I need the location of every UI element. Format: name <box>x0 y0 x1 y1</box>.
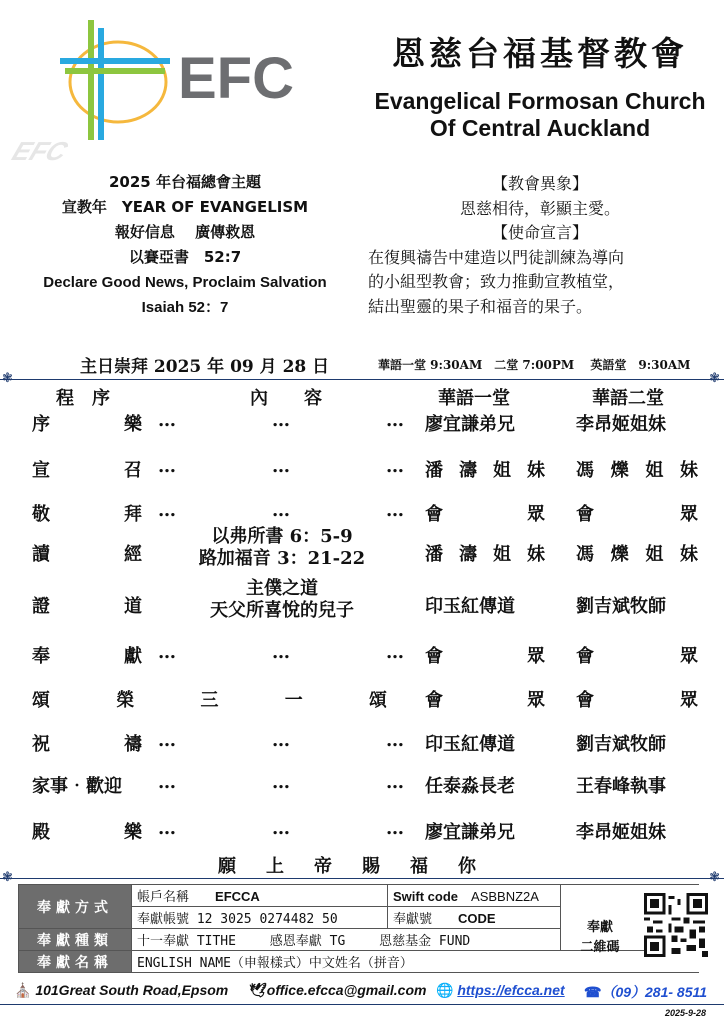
offering-name-label: 奉獻名稱 <box>19 951 132 973</box>
service-row <box>0 526 724 580</box>
service-item-name: 頌 榮 三 一 頌 <box>32 690 387 711</box>
offering-type-label: 奉獻種類 <box>19 929 132 951</box>
theme-line: 2025 年台福總會主題 <box>109 173 261 191</box>
vision-heading: 【教會異象】 <box>491 174 588 193</box>
theme-line: 以賽亞書 52:7 <box>128 248 242 266</box>
efc-logo <box>5 20 294 170</box>
second-service-person: 馮 爍 姐 妹 <box>576 544 698 565</box>
offering-method-label: 奉獻方式 <box>19 885 132 929</box>
header-program: 程 序 <box>56 388 110 409</box>
leader-dots: … … … <box>158 500 406 521</box>
leader-dots: … … … <box>158 456 406 477</box>
annual-theme <box>20 170 350 320</box>
service-row <box>0 686 724 726</box>
qr-label: 奉獻 二維碼 <box>580 920 620 955</box>
service-times: 華語一堂 9:30AM 二堂 7:00PM 英語堂 9:30AM <box>378 358 691 372</box>
second-service-person: 劉吉斌牧師 <box>576 734 666 755</box>
theme-line: Isaiah 52：7 <box>141 299 229 316</box>
second-service-person: 王春峰執事 <box>576 776 666 797</box>
offering-types: 十一奉獻 TITHE 感恩奉獻 TG 恩慈基金 FUND <box>132 929 561 951</box>
offering-name-format: ENGLISH NAME（申報樣式）中文姓名（拼音） <box>132 951 700 973</box>
header-second-service: 華語二堂 <box>592 388 664 409</box>
first-service-person: 廖宜謙弟兄 <box>425 822 515 843</box>
second-service-person: 馮 爍 姐 妹 <box>576 460 698 481</box>
service-item-content: 主僕之道 天父所喜悅的兒子 <box>210 578 354 621</box>
first-service-person: 會 眾 <box>425 646 545 667</box>
mission-text: 的小組型教會；致力推動宣教植堂， <box>368 272 625 291</box>
snowflake-icon: ❃ <box>2 870 13 885</box>
leader-dots: … … … <box>158 818 406 839</box>
phone[interactable]: ☎（09）281- 8511 <box>584 984 708 1000</box>
dove-icon: 🕊 <box>249 982 267 998</box>
second-service-person: 李昂姬姐妹 <box>576 414 666 435</box>
mission-text: 結出聖靈的果子和福音的果子。 <box>368 296 593 316</box>
snowflake-icon: ❃ <box>2 371 13 386</box>
reference-cell: 奉獻號 CODE <box>388 907 561 929</box>
header-first-service: 華語一堂 <box>438 388 510 409</box>
header-content: 內 容 <box>250 388 322 409</box>
service-item-name: 家事‧歡迎 <box>32 776 122 797</box>
theme-line: Declare Good News, Proclaim Salvation <box>43 274 327 291</box>
theme-line: 報好信息 廣傳救恩 <box>114 223 256 241</box>
first-service-person: 會 眾 <box>425 690 545 711</box>
service-item-name: 宣 召 <box>32 460 142 481</box>
first-service-person: 印玉紅傳道 <box>425 596 515 617</box>
leader-dots: … … … <box>158 410 406 431</box>
service-date: 主日崇拜 2025 年 09 月 28 日 <box>80 357 330 377</box>
first-service-person: 潘 濤 姐 妹 <box>425 460 545 481</box>
svg-text:EFC: EFC <box>5 136 75 166</box>
service-item-name: 奉 獻 <box>32 646 142 667</box>
mission-heading: 【使命宣言】 <box>491 223 588 242</box>
divider <box>0 379 724 380</box>
second-service-person: 李昂姬姐妹 <box>576 822 666 843</box>
church-name-en-line2: Of Central Auckland <box>429 115 651 141</box>
service-item-name: 敬 拜 <box>32 504 142 525</box>
qr-code-icon[interactable] <box>644 893 708 957</box>
leader-dots: … … … <box>158 642 406 663</box>
theme-line: 宣教年 YEAR OF EVANGELISM <box>61 198 309 216</box>
snowflake-icon: ❃ <box>709 371 720 386</box>
leader-dots: … … … <box>158 772 406 793</box>
church-name-en-line1: Evangelical Formosan Church <box>374 88 706 114</box>
globe-icon: 🌐 <box>436 982 454 998</box>
service-item-name: 祝 禱 <box>32 734 142 755</box>
mission-text: 在復興禱告中建造以門徒訓練為導向 <box>368 247 625 267</box>
account-number: 奉獻帳號 12 3025 0274482 50 <box>132 907 388 929</box>
vision-mission <box>360 172 720 319</box>
service-item-content: 以弗所書 6：5-9 路加福音 3：21-22 <box>198 526 366 569</box>
service-row <box>0 410 724 450</box>
divider <box>0 1004 724 1005</box>
email[interactable]: 🕊office.efcca@gmail.com <box>249 982 427 998</box>
first-service-person: 會 眾 <box>425 504 545 525</box>
swift-cell: Swift code ASBBNZ2A <box>388 885 561 907</box>
second-service-person: 會 眾 <box>576 646 698 667</box>
first-service-person: 任泰淼長老 <box>425 776 515 797</box>
service-row <box>0 456 724 496</box>
service-row <box>0 730 724 770</box>
church-name-zh: 恩慈台福基督教會 <box>392 34 688 73</box>
vision-text: 恩慈相待，彰顯主愛。 <box>459 198 620 218</box>
service-item-name: 證 道 <box>32 596 142 617</box>
church-icon: ⛪ <box>14 982 32 998</box>
efc-logo-text: EFC <box>178 46 294 111</box>
second-service-person: 會 眾 <box>576 504 698 525</box>
snowflake-icon: ❃ <box>709 870 720 885</box>
website-link[interactable]: 🌐 https://efcca.net <box>436 982 565 998</box>
first-service-person: 潘 濤 姐 妹 <box>425 544 545 565</box>
phone-icon: ☎ <box>584 984 602 1000</box>
service-row <box>0 578 724 632</box>
first-service-person: 印玉紅傳道 <box>425 734 515 755</box>
service-item-name: 讀 經 <box>32 544 142 565</box>
service-row <box>0 642 724 682</box>
service-row <box>0 772 724 812</box>
blessing: 願上帝賜福你 <box>218 856 506 877</box>
divider <box>0 878 724 879</box>
service-item-name: 殿 樂 <box>32 822 142 843</box>
leader-dots: … … … <box>158 730 406 751</box>
first-service-person: 廖宜謙弟兄 <box>425 414 515 435</box>
address: ⛪ 101Great South Road,Epsom <box>14 982 229 998</box>
account-name-cell: 帳戶名稱 EFCCA <box>132 885 388 907</box>
bulletin-date: 2025-9-28 <box>664 1008 706 1018</box>
second-service-person: 會 眾 <box>576 690 698 711</box>
second-service-person: 劉吉斌牧師 <box>576 596 666 617</box>
service-item-name: 序 樂 <box>32 414 142 435</box>
church-name-en <box>360 88 720 142</box>
